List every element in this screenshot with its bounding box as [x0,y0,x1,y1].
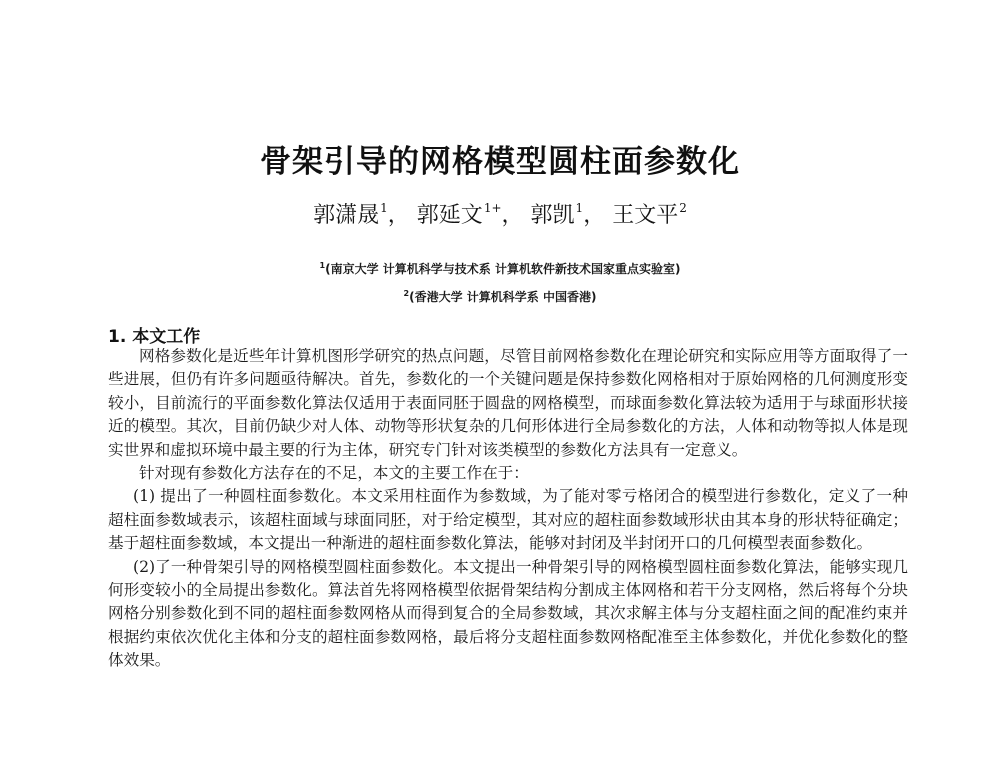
author-superscript: 1+ [483,201,502,215]
author-name: 郭潇晟 [313,203,380,228]
section-body [108,345,908,673]
affiliation-superscript: 2 [403,289,410,298]
affiliation-2 [0,288,1000,305]
affiliation-1 [0,260,1000,277]
author-name: 郭凯 [530,203,575,228]
paragraph: (1) 提出了一种圆柱面参数化。本文采用柱面作为参数域，为了能对零亏格闭合的模型进行参数化，定义了一种超柱面参数域表示，该超柱面域与球面同胚，对于给定模型，其对应的超柱面参数域形状由其本身的形状特征确定；基于超柱面参数域，本文提出一种渐进的超柱面参数化算法，能够对封闭及半封闭开口的几何模型表面参数化。 [108,487,908,553]
paragraph: (2)了一种骨架引导的网格模型圆柱面参数化。本文提出一种骨架引导的网格模型圆柱面参数化算法，能够实现几何形变较小的全局提出参数化。算法首先将网格模型依据骨架结构分割成主体网格和若干分支网格，然后将每个分块网格分别参数化到不同的超柱面参数网格从而得到复合的全局参数域，其次求解主体与分支超柱面之间的配准约束并根据约束依次优化主体和分支的超柱面参数网格，最后将分支超柱面参数网格配准至主体参数化，并优化参数化的整体效果。 [108,557,908,670]
author-separator: ， [583,203,606,228]
author-name: 郭延文 [416,203,483,228]
section-heading [108,322,200,347]
author-separator: ， [501,203,524,228]
affiliation-text: (香港大学 计算机科学系 中国香港) [409,290,597,304]
section-number: 1. [108,327,127,347]
paragraph: 网格参数化是近些年计算机图形学研究的热点问题，尽管目前网格参数化在理论研究和实际应用等方面取得了一些进展，但仍有许多问题亟待解决。首先，参数化的一个关键问题是保持参数化网格相对于原始网格的几何测度形变较小，目前流行的平面参数化算法仅适用于表面同胚于圆盘的网格模型，而球面参数化算法较为适用于与球面形状接近的模型。其次，目前仍缺少对人体、动物等形状复杂的几何形体进行全局参数化的方法，人体和动物等拟人体是现实世界和虚拟环境中最主要的行为主体，研究专门针对该类模型的参数化方法具有一定意义。 [108,347,908,459]
author-superscript: 1 [380,201,388,215]
paper-title: 骨架引导的网格模型圆柱面参数化 [260,144,740,180]
author-name: 王文平 [612,203,679,228]
paragraph: 针对现有参数化方法存在的不足，本文的主要工作在于： [139,464,529,483]
author-list [0,198,1000,229]
affiliation-superscript: 1 [319,261,326,270]
section-title: 本文工作 [132,327,201,347]
author-superscript: 1 [575,201,584,215]
affiliation-text: (南京大学 计算机科学与技术系 计算机软件新技术国家重点实验室) [325,262,681,276]
author-separator: ， [387,203,410,228]
author-superscript: 2 [679,201,687,215]
